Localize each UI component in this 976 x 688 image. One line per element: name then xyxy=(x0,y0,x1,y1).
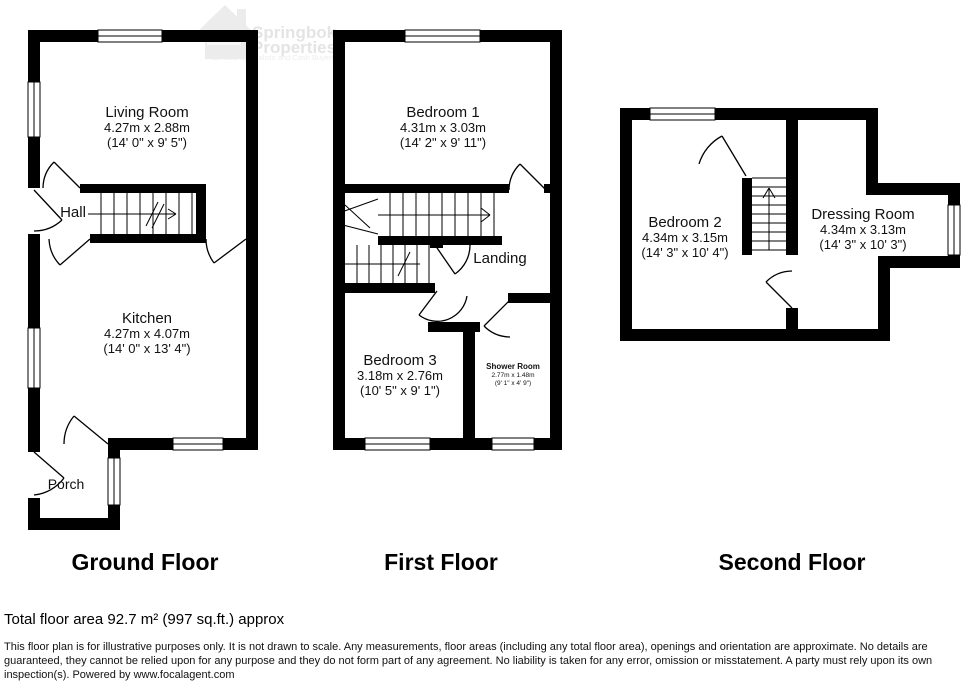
room-imperial: (14' 3" x 10' 4") xyxy=(641,245,729,261)
room-label-bedroom-2 xyxy=(641,214,728,261)
room-label-bedroom-3 xyxy=(357,352,443,399)
room-imperial: (14' 3" x 10' 3") xyxy=(819,237,907,253)
second-floor-internal-walls xyxy=(742,120,798,332)
room-label-porch xyxy=(48,476,85,492)
watermark-brand-2: Properties xyxy=(252,38,337,57)
room-imperial: (10' 5" x 9' 1") xyxy=(360,383,440,399)
room-metric: 4.34m x 3.15m xyxy=(642,230,728,246)
room-name: Kitchen xyxy=(121,310,173,327)
room-imperial: (14' 0" x 9' 5") xyxy=(107,135,187,151)
room-label-shower-room xyxy=(486,362,540,388)
disclaimer-text: This floor plan is for illustrative purposes only. It is not drawn to scale. Any measurements, floor areas (including any total floor area), openings and orientation are approximate. No details are guaranteed, they cannot be relied upon for any purpose and they do not form part of any agreement. No liability is taken for any error, omission or misstatement. A party must rely upon its own inspection(s). Powered by www.focalagent.com xyxy=(4,641,933,681)
room-name: Shower Room xyxy=(486,362,540,371)
room-imperial: (14' 0" x 13' 4") xyxy=(103,341,191,357)
room-metric: 4.34m x 3.13m xyxy=(820,222,906,238)
room-name: Bedroom 3 xyxy=(363,352,437,369)
room-metric: 4.31m x 3.03m xyxy=(400,120,486,136)
room-metric: 3.18m x 2.76m xyxy=(357,368,443,384)
room-metric: 2.77m x 1.48m xyxy=(491,371,535,379)
room-name: Porch xyxy=(47,476,85,492)
floor-title-ground: Ground Floor xyxy=(71,549,219,575)
room-imperial: (9' 1" x 4' 9") xyxy=(494,379,532,387)
room-label-bedroom-1 xyxy=(400,104,486,151)
room-label-hall xyxy=(60,204,86,221)
room-imperial: (14' 2" x 9' 11") xyxy=(399,135,487,151)
room-metric: 4.27m x 4.07m xyxy=(104,326,190,342)
room-name: Bedroom 1 xyxy=(406,104,480,121)
room-name: Bedroom 2 xyxy=(648,214,722,231)
room-name: Dressing Room xyxy=(811,206,915,223)
watermark-brand-1: Springbok xyxy=(252,23,337,42)
room-label-living-room xyxy=(104,104,190,151)
floor-title-second: Second Floor xyxy=(718,549,866,575)
room-label-kitchen xyxy=(103,310,190,357)
room-name: Hall xyxy=(60,204,86,221)
floor-title-first: First Floor xyxy=(384,549,498,575)
ground-floor-windows xyxy=(28,30,223,505)
second-floor-stairs xyxy=(752,178,786,250)
room-label-landing xyxy=(473,250,526,267)
ground-floor-stairs xyxy=(88,193,192,234)
total-floor-area: Total floor area 92.7 m² (997 sq.ft.) approx xyxy=(4,611,285,628)
room-name: Living Room xyxy=(105,104,189,121)
room-label-dressing-room xyxy=(811,206,914,253)
watermark-tagline: Fast Sale Specialists and Cash Buyers xyxy=(206,53,336,62)
room-name: Landing xyxy=(473,250,527,267)
room-metric: 4.27m x 2.88m xyxy=(104,120,190,136)
